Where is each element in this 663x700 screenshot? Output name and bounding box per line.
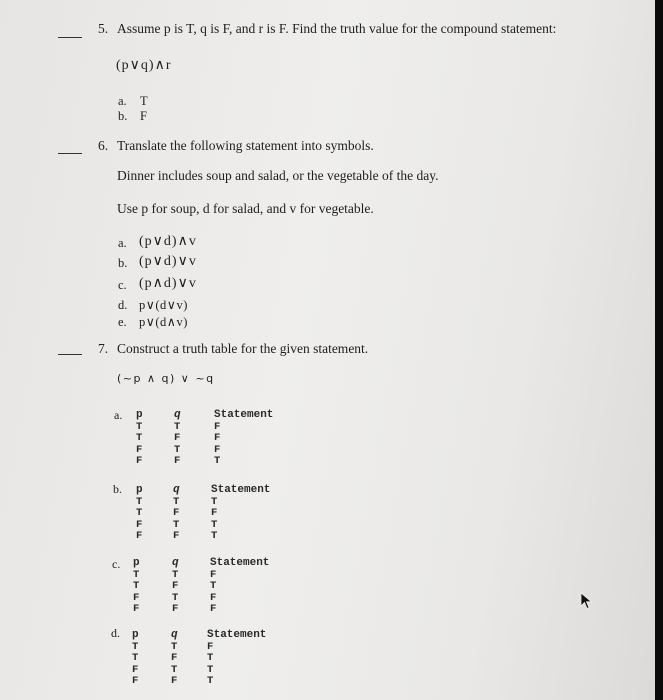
table-cell: F — [136, 530, 143, 542]
table-b-label[interactable]: b. — [113, 482, 122, 496]
table-b-header-p: p — [136, 484, 143, 496]
q6-hint: Use p for soup, d for salad, and v for vegetable. — [117, 201, 374, 216]
table-cell: F — [172, 580, 179, 592]
table-cell: T — [173, 518, 180, 531]
table-cell: F — [133, 603, 140, 615]
table-cell: F — [171, 652, 178, 664]
table-cell: T — [133, 580, 140, 592]
table-a-col-statement — [214, 410, 273, 468]
q5-option-a-label: a. — [118, 94, 127, 108]
table-cell: F — [171, 675, 178, 687]
table-a-label[interactable]: a. — [114, 408, 123, 422]
table-c-label[interactable]: c. — [112, 557, 121, 571]
table-c-header-q: q — [172, 557, 179, 569]
table-cell: T — [211, 530, 218, 542]
table-b-header-statement: Statement — [211, 484, 271, 496]
answer-blank-q6[interactable] — [58, 153, 82, 154]
table-c-col-q — [172, 558, 179, 616]
q6-option-e-text[interactable]: p∨(d∧v) — [139, 315, 188, 329]
table-cell: F — [207, 640, 214, 653]
table-d-label[interactable]: d. — [111, 626, 120, 640]
answer-blank-q7[interactable] — [58, 354, 82, 355]
table-c-col-statement — [210, 558, 269, 616]
q6-option-b-label: b. — [118, 256, 128, 270]
table-a-col-q — [174, 410, 181, 468]
table-cell: T — [132, 640, 139, 653]
q5-expression: (p∨q)∧r — [116, 58, 172, 73]
table-a-header-p: p — [136, 409, 143, 421]
table-b-col-q — [173, 485, 180, 543]
table-cell: F — [174, 432, 181, 444]
table-cell: T — [171, 663, 178, 676]
q7-prompt: Construct a truth table for the given statement. — [117, 341, 369, 356]
q6-option-e-label: e. — [118, 315, 127, 329]
table-cell: F — [211, 507, 218, 519]
table-c-col-p — [133, 558, 140, 616]
table-d-col-statement — [207, 630, 266, 688]
q6-option-b-text[interactable]: (p∨d)∨v — [139, 254, 197, 269]
q6-prompt: Translate the following statement into symbols. — [117, 138, 374, 153]
table-cell: F — [136, 455, 143, 467]
q6-sentence: Dinner includes soup and salad, or the vegetable of the day. — [117, 168, 439, 183]
table-a-header-statement: Statement — [214, 409, 274, 421]
table-c-header-p: p — [133, 557, 140, 569]
table-cell: T — [174, 420, 181, 433]
table-b-header-q: q — [173, 484, 180, 496]
q6-option-a-text[interactable]: (p∨d)∧v — [139, 234, 197, 249]
table-d-col-p — [132, 630, 139, 688]
table-b-col-statement — [211, 485, 270, 543]
table-cell: T — [211, 495, 218, 508]
table-a-header-q: q — [174, 409, 181, 421]
table-cell: F — [132, 663, 139, 676]
table-cell: T — [207, 663, 214, 676]
table-d-header-statement: Statement — [207, 629, 267, 641]
q6-option-d-label: d. — [118, 298, 128, 312]
table-a-col-p — [136, 410, 143, 468]
table-cell: F — [210, 591, 217, 604]
table-cell: F — [136, 443, 143, 456]
answer-blank-q5[interactable] — [58, 37, 82, 38]
table-cell: F — [133, 591, 140, 604]
q5-prompt: Assume p is T, q is F, and r is F. Find the truth value for the compound statement: — [117, 21, 557, 36]
table-d-header-q: q — [171, 629, 178, 641]
table-cell: T — [136, 420, 143, 433]
table-cell: T — [133, 568, 140, 581]
table-cell: T — [136, 432, 143, 444]
q6-option-c-text[interactable]: (p∧d)∨v — [139, 276, 197, 291]
q5-option-a-text[interactable]: T — [140, 94, 148, 108]
q7-number: 7. — [98, 341, 109, 356]
table-cell: F — [132, 675, 139, 687]
table-cell: F — [214, 432, 221, 444]
table-cell: T — [211, 518, 218, 531]
table-cell: T — [172, 568, 179, 581]
q7-expression: (~p ∧ q) ∨ ~q — [117, 372, 215, 385]
q6-option-a-label: a. — [118, 236, 127, 250]
table-cell: F — [174, 455, 181, 467]
table-cell: T — [207, 652, 214, 664]
table-cell: T — [214, 455, 221, 467]
table-cell: F — [172, 603, 179, 615]
table-c-header-statement: Statement — [210, 557, 270, 569]
table-d-header-p: p — [132, 629, 139, 641]
table-cell: F — [214, 443, 221, 456]
table-cell: T — [136, 495, 143, 508]
table-cell: F — [136, 518, 143, 531]
table-cell: F — [210, 568, 217, 581]
table-b-col-p — [136, 485, 143, 543]
table-cell: T — [207, 675, 214, 687]
table-cell: T — [172, 591, 179, 604]
mouse-cursor-icon — [580, 592, 594, 610]
q5-option-b-text[interactable]: F — [140, 109, 147, 123]
q6-option-c-label: c. — [118, 278, 127, 292]
table-cell: T — [132, 652, 139, 664]
table-cell: T — [173, 495, 180, 508]
table-cell: F — [173, 530, 180, 542]
table-cell: F — [210, 603, 217, 615]
q5-option-b-label: b. — [118, 109, 128, 123]
table-cell: F — [173, 507, 180, 519]
table-cell: T — [171, 640, 178, 653]
table-cell: F — [214, 420, 221, 433]
table-cell: T — [174, 443, 181, 456]
table-cell: T — [136, 507, 143, 519]
q5-number: 5. — [98, 21, 109, 36]
table-cell: T — [210, 580, 217, 592]
q6-number: 6. — [98, 138, 109, 153]
table-d-col-q — [171, 630, 178, 688]
q6-option-d-text[interactable]: p∨(d∨v) — [139, 298, 188, 312]
